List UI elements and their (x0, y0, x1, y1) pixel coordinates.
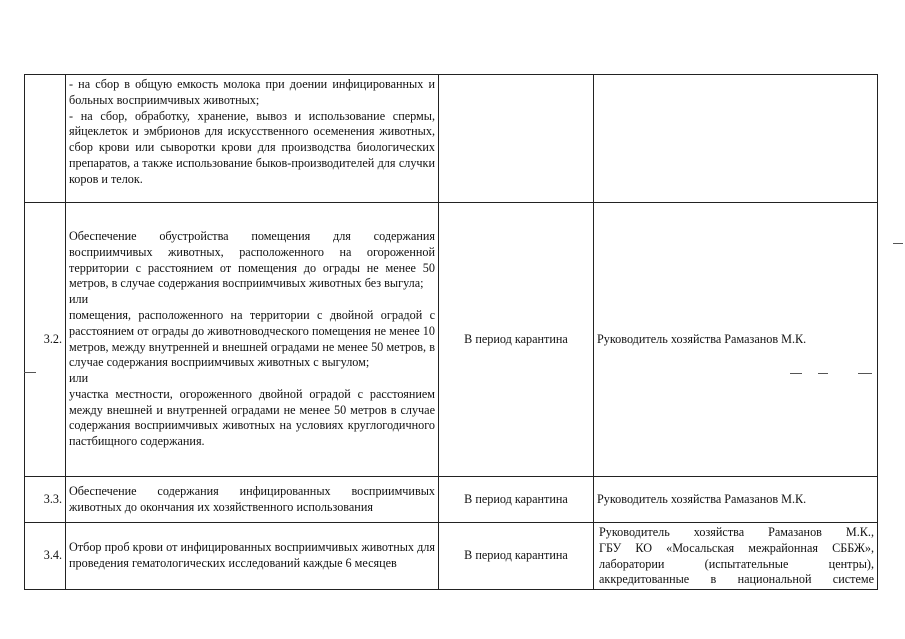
measure-paragraph: Обеспечение содержания инфицированных восприимчивых животных до окончания их хозяйственного использования (69, 483, 435, 514)
measure-paragraph: Отбор проб крови от инфицированных восприимчивых животных для проведения гематологических исследований каждые 6 месяцев (69, 540, 435, 570)
scan-mark (790, 373, 802, 374)
measure-description (66, 203, 439, 477)
measure-paragraph: или (69, 292, 89, 307)
measures-table (24, 74, 878, 590)
measure-period: В период карантина (439, 477, 594, 523)
table-row (25, 203, 878, 477)
scan-mark (893, 243, 903, 244)
measure-responsible: Руководитель хозяйства Рамазанов М.К. (594, 477, 878, 523)
measure-description (66, 75, 439, 203)
measure-paragraph: - на сбор, обработку, хранение, вывоз и использование спермы, яйцеклеток и эмбрионов для искусственного осеменения животных, сбор крови или сыворотки крови для производства биологических препаратов, а также использование быков-производителей для случки коров и телок. (69, 108, 435, 186)
measure-description (66, 523, 439, 590)
measure-description (66, 477, 439, 523)
table-row (25, 477, 878, 523)
responsible-line: лаборатории (испытательные центры), (599, 556, 874, 571)
measure-period: В период карантина (439, 523, 594, 590)
measure-period: В период карантина (439, 203, 594, 477)
measure-paragraph: - на сбор в общую емкость молока при доении инфицированных и больных восприимчивых животных; (69, 77, 435, 107)
measure-period (439, 75, 594, 203)
row-number: 3.4. (25, 523, 66, 590)
responsible-line: Руководитель хозяйства Рамазанов М.К., (599, 525, 874, 539)
row-number: 3.3. (25, 477, 66, 523)
measure-responsible: Руководитель хозяйства Рамазанов М.К. (594, 203, 878, 477)
measure-responsible (594, 75, 878, 203)
scan-mark (24, 372, 36, 373)
scan-mark (818, 373, 828, 374)
row-number (25, 75, 66, 203)
row-number: 3.2. (25, 203, 66, 477)
measure-responsible (594, 523, 878, 590)
scan-mark (858, 373, 872, 374)
responsible-line: ГБУ КО «Мосальская межрайонная СББЖ», (599, 540, 874, 555)
table-row (25, 75, 878, 203)
responsible-line: аккредитованные в национальной системе (599, 572, 874, 587)
measure-paragraph: участка местности, огороженного двойной оградой с расстоянием между внешней и внутренней оградами не менее 50 метров в случае содержания восприимчивых животных на условиях круглогодичного пастбищного содержания. (69, 386, 435, 449)
measure-paragraph: помещения, расположенного на территории с двойной оградой с расстоянием от ограды до животноводческого помещения не менее 10 метров, между внутренней и внешней оградами не менее 50 метров, в случае содержания восприимчивых животных с выгулом; (69, 307, 435, 370)
table-row (25, 523, 878, 590)
measure-paragraph: Обеспечение обустройства помещения для содержания восприимчивых животных, расположенного на огороженной территории с расстоянием от помещения до ограды не менее 50 метров, в случае содержания восприимчивых животных без выгула; (69, 228, 435, 291)
measure-paragraph: или (69, 371, 89, 386)
